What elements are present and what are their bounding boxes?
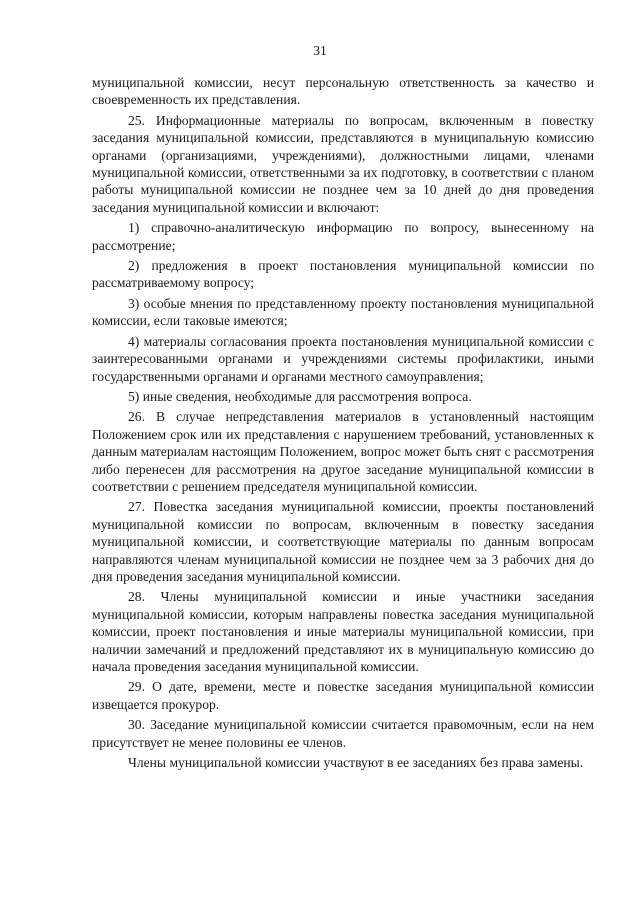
paragraph-subitem-4: 4) материалы согласования проекта постановления муниципальной комиссии с заинтересованными органами и учреждениями системы профилактики, иными государственными органами и органами местного самоуправления; [92, 333, 594, 384]
paragraph-subitem-2: 2) предложения в проект постановления муниципальной комиссии по рассматриваемому вопросу; [92, 258, 594, 291]
paragraph-item-27: 27. Повестка заседания муниципальной комиссии, проекты постановлений муниципальной комиссии по вопросам, включенным в повестку заседания муниципальной комиссии, и соответствующие материалы по данным вопросам направляются членам муниципальной комиссии не позднее чем за 3 рабочих дня до дня проведения заседания муниципальной комиссии. [92, 499, 594, 584]
paragraph-item-26: 26. В случае непредставления материалов в установленный настоящим Положением срок или их представления с нарушением требований, установленных к данным материалам настоящим Положением, вопрос может быть снят с рассмотрения либо перенесен для рассмотрения на другое заседание муниципальной комиссии в соответствии с решением председателя муниципальной комиссии. [92, 409, 594, 494]
page-number: 31 [313, 43, 327, 58]
paragraph-members-note: Члены муниципальной комиссии участвуют в ее заседаниях без права замены. [128, 755, 584, 771]
paragraph-item-29: 29. О дате, времени, месте и повестке заседания муниципальной комиссии извещается прокурор. [92, 679, 594, 712]
document-body [92, 74, 594, 774]
paragraph-subitem-1: 1) справочно-аналитическую информацию по вопросу, вынесенному на рассмотрение; [92, 220, 594, 253]
paragraph-item-28: 28. Члены муниципальной комиссии и иные участники заседания муниципальной комиссии, которым направлены повестка заседания муниципальной комиссии, проект постановления и иные материалы муниципальной комиссии, при наличии замечаний и предложений представляют их в муниципальную комиссию до начала проведения заседания муниципальной комиссии. [92, 589, 594, 674]
paragraph-continuation: муниципальной комиссии, несут персональную ответственность за качество и своевременность их представления. [92, 75, 594, 108]
paragraph-subitem-5: 5) иные сведения, необходимые для рассмотрения вопроса. [128, 388, 472, 404]
paragraph-subitem-3: 3) особые мнения по представленному проекту постановления муниципальной комиссии, если таковые имеются; [92, 295, 594, 329]
paragraph-item-25: 25. Информационные материалы по вопросам, включенным в повестку заседания муниципальной комиссии, представляются в муниципальную комиссию органами (организациями, учреждениями), должностными лицами, членами муниципальной комиссии, ответственными за их подготовку, в соответствии с планом работы муниципальной комиссии не позднее чем за 10 дней до дня проведения заседания муниципальной комиссии и включают: [92, 112, 594, 215]
paragraph-item-30: 30. Заседание муниципальной комиссии считается правомочным, если на нем присутствует не менее половины ее членов. [92, 717, 594, 750]
